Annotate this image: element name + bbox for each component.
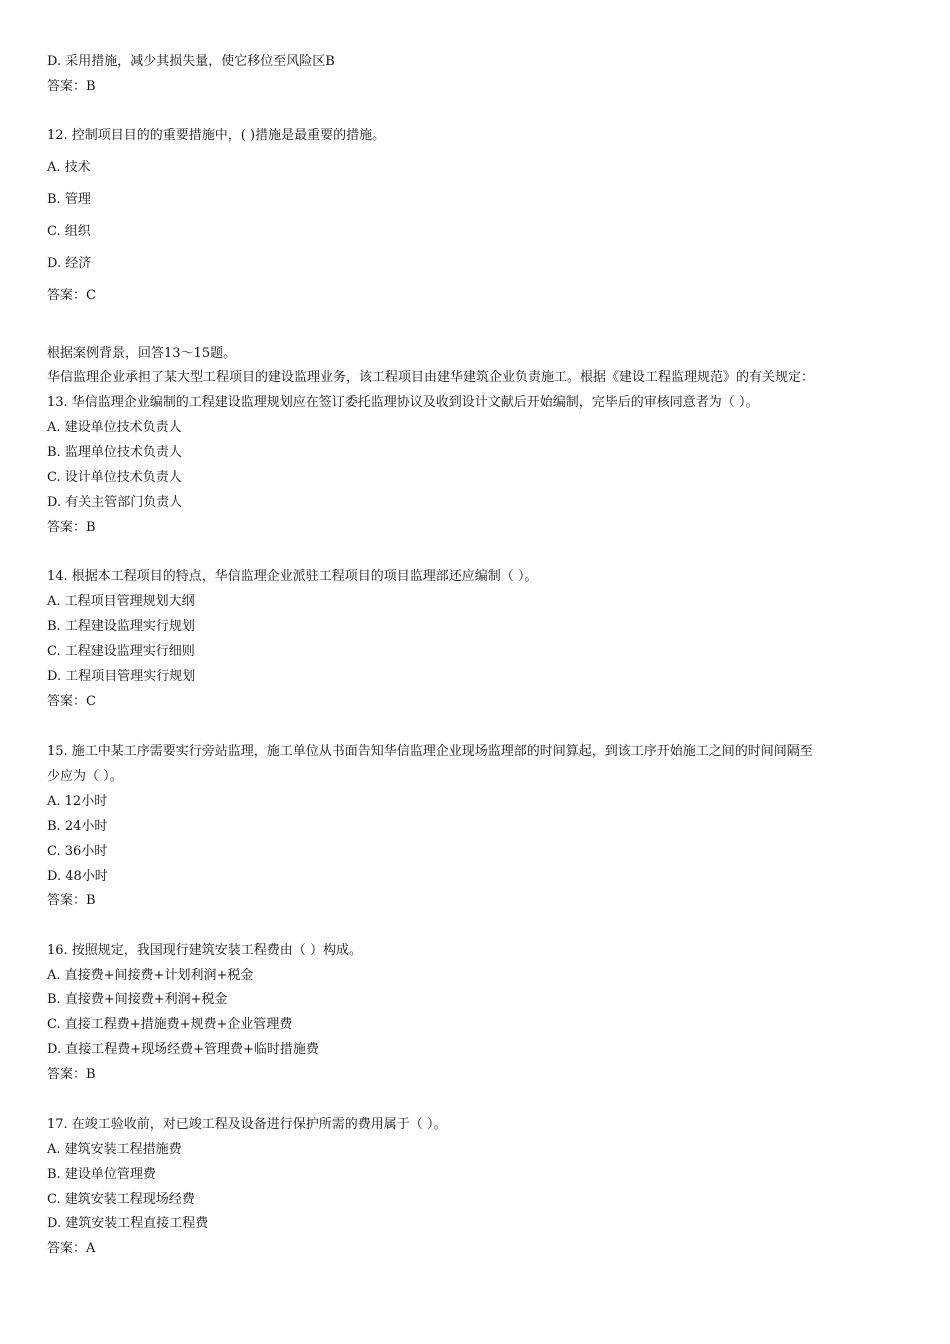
answer-15: 答案：B [47, 893, 96, 908]
option-c-12: C. 组织 [47, 224, 91, 239]
option-d-11: D. 采用措施，减少其损失量，使它移位至风险区B [47, 54, 335, 69]
option-c-15: C. 36小时 [47, 844, 108, 859]
answer-17: 答案：A [47, 1241, 96, 1256]
option-c-16: C. 直接工程费+措施费+规费+企业管理费 [47, 1017, 293, 1032]
answer-11: 答案：B [47, 79, 96, 94]
option-a-12: A. 技术 [47, 160, 91, 175]
option-a-17: A. 建筑安装工程措施费 [47, 1142, 182, 1157]
answer-13: 答案：B [47, 520, 96, 535]
option-d-17: D. 建筑安装工程直接工程费 [47, 1216, 209, 1231]
option-c-17: C. 建筑安装工程现场经费 [47, 1192, 195, 1207]
question-17: 17. 在竣工验收前，对已竣工程及设备进行保护所需的费用属于（ ）。 [47, 1117, 447, 1132]
option-d-13: D. 有关主管部门负责人 [47, 495, 183, 510]
question-12: 12. 控制项目目的的重要措施中，( )措施是最重要的措施。 [47, 128, 386, 143]
answer-12: 答案：C [47, 288, 96, 303]
option-b-17: B. 建设单位管理费 [47, 1167, 156, 1182]
answer-14: 答案：C [47, 694, 96, 709]
option-b-12: B. 管理 [47, 192, 91, 207]
option-d-16: D. 直接工程费+现场经费+管理费+临时措施费 [47, 1042, 319, 1057]
question-14: 14. 根据本工程项目的特点，华信监理企业派驻工程项目的项目监理部还应编制（ ）。 [47, 569, 538, 584]
option-b-13: B. 监理单位技术负责人 [47, 445, 182, 460]
option-a-14: A. 工程项目管理规划大纲 [47, 594, 195, 609]
question-15-continued: 少应为（ ）。 [47, 769, 123, 784]
option-d-12: D. 经济 [47, 256, 92, 271]
option-b-15: B. 24小时 [47, 819, 108, 834]
question-13: 13. 华信监理企业编制的工程建设监理规划应在签订委托监理协议及收到设计文献后开始编制，完毕后的审核同意者为（ ）。 [47, 395, 759, 410]
option-a-13: A. 建设单位技术负责人 [47, 420, 182, 435]
question-15: 15. 施工中某工序需要实行旁站监理，施工单位从书面告知华信监理企业现场监理部的时间算起，到该工序开始施工之间的时间间隔至 [47, 744, 813, 759]
option-a-16: A. 直接费+间接费+计划利润+税金 [47, 968, 254, 983]
case-intro: 根据案例背景，回答13～15题。 [47, 346, 237, 361]
option-c-14: C. 工程建设监理实行细则 [47, 644, 195, 659]
option-d-14: D. 工程项目管理实行规划 [47, 669, 196, 684]
answer-16: 答案：B [47, 1067, 96, 1082]
option-a-15: A. 12小时 [47, 794, 108, 809]
option-b-16: B. 直接费+间接费+利润+税金 [47, 992, 228, 1007]
option-c-13: C. 设计单位技术负责人 [47, 470, 182, 485]
question-16: 16. 按照规定，我国现行建筑安装工程费由（ ）构成。 [47, 943, 362, 958]
option-b-14: B. 工程建设监理实行规划 [47, 619, 195, 634]
option-d-15: D. 48小时 [47, 869, 108, 884]
case-background: 华信监理企业承担了某大型工程项目的建设监理业务，该工程项目由建华建筑企业负责施工。根据《建设工程监理规范》的有关规定： [47, 370, 815, 385]
